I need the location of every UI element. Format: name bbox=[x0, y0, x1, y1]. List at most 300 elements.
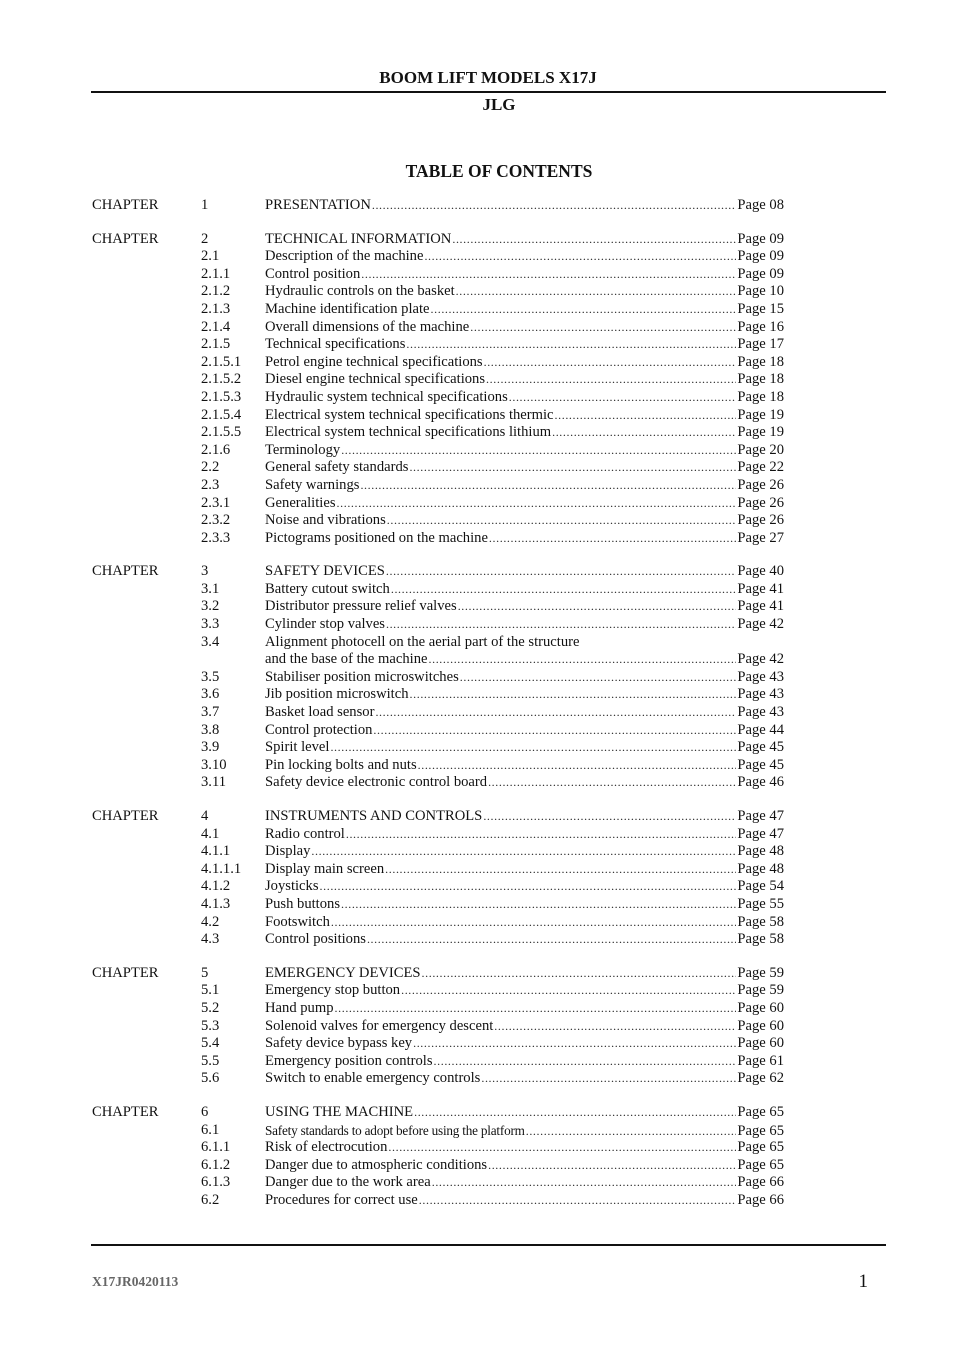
toc-heading: TABLE OF CONTENTS bbox=[405, 161, 593, 181]
page-reference: Page 41 bbox=[737, 580, 784, 597]
entry-line bbox=[265, 739, 784, 757]
entry-line bbox=[265, 757, 784, 775]
section-number: 5.4 bbox=[201, 1035, 220, 1052]
toc-entry[interactable] bbox=[92, 651, 784, 669]
page-reference: Page 44 bbox=[737, 721, 784, 738]
section-title: Noise and vibrations bbox=[265, 512, 386, 529]
entry-line bbox=[265, 563, 784, 581]
toc-entry[interactable] bbox=[92, 1192, 784, 1210]
toc-entry[interactable] bbox=[92, 1122, 784, 1140]
toc-entry[interactable] bbox=[92, 354, 784, 372]
page-reference: Page 45 bbox=[737, 739, 784, 756]
section-title: General safety standards bbox=[265, 459, 409, 476]
section-title: Petrol engine technical specifications bbox=[265, 353, 483, 370]
toc-entry[interactable] bbox=[92, 495, 784, 513]
toc-entry[interactable] bbox=[92, 530, 784, 548]
dot-leader bbox=[320, 878, 737, 896]
section-number: 4.1.3 bbox=[201, 895, 231, 912]
entry-line bbox=[265, 1000, 784, 1018]
toc-entry[interactable] bbox=[92, 1104, 784, 1122]
entry-line bbox=[265, 965, 784, 983]
entry-line bbox=[265, 371, 784, 389]
section-number: 4.1 bbox=[201, 825, 220, 842]
entry-line bbox=[265, 808, 784, 826]
entry-line bbox=[265, 197, 784, 215]
page-reference: Page 54 bbox=[737, 878, 784, 895]
entry-line bbox=[265, 843, 784, 861]
chapter-label: CHAPTER bbox=[92, 563, 159, 580]
toc-chapter bbox=[92, 563, 784, 792]
section-title: Emergency position controls bbox=[265, 1052, 433, 1069]
dot-leader bbox=[489, 530, 736, 548]
page-reference: Page 18 bbox=[737, 371, 784, 388]
toc-entry[interactable] bbox=[92, 826, 784, 844]
section-title: Risk of electrocution bbox=[265, 1139, 388, 1156]
entry-line bbox=[265, 896, 784, 914]
toc-entry[interactable] bbox=[92, 283, 784, 301]
page-reference: Page 65 bbox=[737, 1103, 784, 1120]
toc-entry[interactable] bbox=[92, 878, 784, 896]
section-number: 2.1.5.5 bbox=[201, 424, 242, 441]
page-reference: Page 59 bbox=[737, 982, 784, 999]
section-title: Generalities bbox=[265, 494, 336, 511]
document-code: X17JR0420113 bbox=[92, 1274, 179, 1289]
entry-line bbox=[265, 1053, 784, 1071]
section-number: 5 bbox=[201, 964, 209, 981]
dot-leader bbox=[360, 477, 736, 495]
section-title: Safety standards to adopt before using the platform bbox=[265, 1122, 525, 1138]
entry-line bbox=[265, 1104, 784, 1122]
section-number: 3.4 bbox=[201, 633, 220, 650]
entry-line bbox=[265, 459, 784, 477]
section-number: 3.6 bbox=[201, 686, 220, 703]
toc-entry[interactable] bbox=[92, 1070, 784, 1088]
section-title: Hand pump bbox=[265, 999, 334, 1016]
section-title: Procedures for correct use bbox=[265, 1191, 418, 1208]
section-number: 3.2 bbox=[201, 598, 220, 615]
page-reference: Page 20 bbox=[737, 441, 784, 458]
dot-leader bbox=[331, 914, 737, 932]
toc-entry[interactable] bbox=[92, 739, 784, 757]
toc-entry[interactable] bbox=[92, 704, 784, 722]
dot-leader bbox=[422, 965, 737, 983]
toc-entry[interactable] bbox=[92, 197, 784, 215]
toc-entry[interactable] bbox=[92, 424, 784, 442]
page-reference: Page 42 bbox=[737, 616, 784, 633]
toc-chapter bbox=[92, 808, 784, 949]
section-number: 2.3.2 bbox=[201, 512, 231, 529]
chapter-label: CHAPTER bbox=[92, 964, 159, 981]
toc-entry[interactable] bbox=[92, 581, 784, 599]
toc-entry[interactable] bbox=[92, 965, 784, 983]
section-number: 4.1.2 bbox=[201, 878, 231, 895]
section-title: Footswitch bbox=[265, 913, 330, 930]
entry-line bbox=[265, 616, 784, 634]
page-reference: Page 08 bbox=[737, 197, 784, 213]
toc-entry[interactable] bbox=[92, 477, 784, 495]
entry-line bbox=[265, 407, 784, 425]
page-reference: Page 09 bbox=[737, 230, 784, 247]
section-number: 3.7 bbox=[201, 704, 220, 721]
section-title: Diesel engine technical specifications bbox=[265, 371, 486, 388]
toc-chapter bbox=[92, 1104, 784, 1210]
chapter-label: CHAPTER bbox=[92, 230, 159, 247]
toc-entry[interactable] bbox=[92, 512, 784, 530]
page-reference: Page 41 bbox=[737, 598, 784, 615]
toc-entry[interactable] bbox=[92, 301, 784, 319]
section-title: Cylinder stop valves bbox=[265, 616, 385, 633]
section-number: 5.2 bbox=[201, 999, 220, 1016]
dot-leader bbox=[470, 319, 736, 337]
entry-line bbox=[265, 442, 784, 460]
entry-line bbox=[265, 336, 784, 354]
page-reference: Page 48 bbox=[737, 860, 784, 877]
toc-entry[interactable] bbox=[92, 266, 784, 284]
toc-entry[interactable] bbox=[92, 982, 784, 1000]
section-number: 4.1.1 bbox=[201, 843, 231, 860]
section-title: Safety device electronic control board bbox=[265, 774, 488, 791]
dot-leader bbox=[388, 1139, 736, 1157]
section-number: 4.2 bbox=[201, 913, 220, 930]
section-number: 2.2 bbox=[201, 459, 220, 476]
section-title: Push buttons bbox=[265, 895, 341, 912]
section-title: Stabiliser position microswitches bbox=[265, 668, 459, 685]
toc-entry[interactable] bbox=[92, 563, 784, 581]
section-title: Distributor pressure relief valves bbox=[265, 598, 457, 615]
section-title: Hydraulic system technical specifications bbox=[265, 388, 508, 405]
dot-leader bbox=[484, 354, 737, 372]
page-reference: Page 61 bbox=[737, 1052, 784, 1069]
toc-entry[interactable] bbox=[92, 459, 784, 477]
entry-line bbox=[265, 477, 784, 495]
page-reference: Page 18 bbox=[737, 388, 784, 405]
section-title: Technical specifications bbox=[265, 336, 406, 353]
section-number: 2.1.5.1 bbox=[201, 353, 242, 370]
section-title: Display main screen bbox=[265, 860, 385, 877]
section-number: 3.11 bbox=[201, 774, 226, 791]
dot-leader bbox=[385, 861, 736, 879]
section-number: 6.1.2 bbox=[201, 1156, 231, 1173]
page-reference: Page 65 bbox=[737, 1156, 784, 1173]
section-title: Electrical system technical specifications thermic bbox=[265, 406, 554, 423]
page-reference: Page 62 bbox=[737, 1070, 784, 1087]
section-number: 2.3.1 bbox=[201, 494, 231, 511]
page-reference: Page 09 bbox=[737, 248, 784, 265]
section-title: Hydraulic controls on the basket bbox=[265, 283, 455, 300]
toc-entry[interactable] bbox=[92, 669, 784, 687]
section-title: Pictograms positioned on the machine bbox=[265, 529, 488, 546]
toc-entry[interactable] bbox=[92, 1035, 784, 1053]
entry-line bbox=[265, 1157, 784, 1175]
section-number: 5.6 bbox=[201, 1070, 220, 1087]
section-title: Pin locking bolts and nuts bbox=[265, 756, 417, 773]
page-reference: Page 47 bbox=[737, 808, 784, 824]
section-number: 2.1.5.3 bbox=[201, 388, 242, 405]
page-reference: Page 09 bbox=[737, 265, 784, 282]
entry-line bbox=[265, 1174, 784, 1192]
section-title: Safety device bypass key bbox=[265, 1035, 413, 1052]
page-reference: Page 60 bbox=[737, 1017, 784, 1034]
dot-leader bbox=[555, 407, 737, 425]
dot-leader bbox=[311, 843, 736, 861]
section-number: 6.1.1 bbox=[201, 1139, 231, 1156]
dot-leader bbox=[401, 982, 736, 1000]
toc-entry[interactable] bbox=[92, 336, 784, 354]
dot-leader bbox=[387, 512, 737, 530]
page-reference: Page 22 bbox=[737, 459, 784, 476]
section-title: Battery cutout switch bbox=[265, 580, 390, 597]
section-number: 3.5 bbox=[201, 668, 220, 685]
section-title: Jib position microswitch bbox=[265, 686, 409, 703]
toc-entry[interactable] bbox=[92, 231, 784, 249]
dot-leader bbox=[452, 231, 736, 249]
dot-leader bbox=[481, 1070, 736, 1088]
document-header bbox=[0, 67, 954, 89]
toc-entry[interactable] bbox=[92, 808, 784, 826]
dot-leader bbox=[488, 774, 736, 792]
dot-leader bbox=[413, 1035, 736, 1053]
page-reference: Page 17 bbox=[737, 336, 784, 353]
page-reference: Page 45 bbox=[737, 756, 784, 773]
section-number: 3.8 bbox=[201, 721, 220, 738]
dot-leader bbox=[460, 669, 737, 687]
toc-chapter bbox=[92, 197, 784, 215]
toc-entry[interactable] bbox=[92, 1053, 784, 1071]
toc-entry[interactable] bbox=[92, 774, 784, 792]
section-number: 2.1.5.2 bbox=[201, 371, 242, 388]
page-reference: Page 66 bbox=[737, 1191, 784, 1208]
page-reference: Page 55 bbox=[737, 895, 784, 912]
dot-leader bbox=[330, 739, 736, 757]
section-number: 3.10 bbox=[201, 756, 227, 773]
page-reference: Page 26 bbox=[737, 476, 784, 493]
section-number: 4.1.1.1 bbox=[201, 860, 242, 877]
entry-line bbox=[265, 266, 784, 284]
dot-leader bbox=[431, 301, 737, 319]
table-of-contents bbox=[92, 197, 784, 1225]
dot-leader bbox=[419, 1192, 737, 1210]
entry-line bbox=[265, 982, 784, 1000]
section-title: Control position bbox=[265, 265, 361, 282]
section-number: 5.5 bbox=[201, 1052, 220, 1069]
dot-leader bbox=[432, 1174, 737, 1192]
entry-line bbox=[265, 354, 784, 372]
entry-line bbox=[265, 319, 784, 337]
dot-leader bbox=[456, 283, 737, 301]
chapter-label: CHAPTER bbox=[92, 197, 159, 213]
page-reference: Page 26 bbox=[737, 512, 784, 529]
dot-leader bbox=[509, 389, 737, 407]
section-title: TECHNICAL INFORMATION bbox=[265, 230, 452, 247]
section-title: Control positions bbox=[265, 931, 366, 948]
page-reference: Page 65 bbox=[737, 1122, 784, 1139]
toc-entry[interactable] bbox=[92, 407, 784, 425]
dot-leader bbox=[434, 1053, 737, 1071]
section-title: Terminology bbox=[265, 441, 341, 458]
section-title: Control protection bbox=[265, 721, 373, 738]
entry-line bbox=[265, 301, 784, 319]
entry-line bbox=[265, 512, 784, 530]
toc-entry[interactable] bbox=[92, 598, 784, 616]
page-reference: Page 26 bbox=[737, 494, 784, 511]
section-title: Basket load sensor bbox=[265, 704, 375, 721]
toc-entry[interactable] bbox=[92, 1157, 784, 1175]
toc-chapter bbox=[92, 231, 784, 548]
section-number: 2.1.2 bbox=[201, 283, 231, 300]
page-reference: Page 60 bbox=[737, 999, 784, 1016]
toc-entry[interactable] bbox=[92, 389, 784, 407]
section-title: Radio control bbox=[265, 825, 345, 842]
section-title: EMERGENCY DEVICES bbox=[265, 964, 421, 981]
dot-leader bbox=[458, 598, 737, 616]
page-reference: Page 48 bbox=[737, 843, 784, 860]
entry-line bbox=[265, 1070, 784, 1088]
page-reference: Page 40 bbox=[737, 563, 784, 580]
toc-entry[interactable] bbox=[92, 1139, 784, 1157]
entry-line bbox=[265, 704, 784, 722]
entry-line bbox=[265, 722, 784, 740]
page-reference: Page 47 bbox=[737, 825, 784, 842]
toc-entry[interactable] bbox=[92, 634, 784, 652]
toc-entry[interactable] bbox=[92, 1000, 784, 1018]
page-reference: Page 43 bbox=[737, 686, 784, 703]
toc-entry[interactable] bbox=[92, 861, 784, 879]
dot-leader bbox=[424, 248, 736, 266]
section-title: Machine identification plate bbox=[265, 300, 430, 317]
section-number: 2.1.4 bbox=[201, 318, 231, 335]
toc-entry[interactable] bbox=[92, 1174, 784, 1192]
toc-entry[interactable] bbox=[92, 319, 784, 337]
entry-line bbox=[265, 914, 784, 932]
dot-leader bbox=[429, 651, 737, 669]
toc-entry[interactable] bbox=[92, 843, 784, 861]
toc-entry[interactable] bbox=[92, 757, 784, 775]
entry-line bbox=[265, 248, 784, 266]
page-reference: Page 18 bbox=[737, 353, 784, 370]
dot-leader bbox=[367, 931, 736, 949]
entry-line bbox=[265, 1192, 784, 1210]
section-title: USING THE MACHINE bbox=[265, 1103, 414, 1120]
page-reference: Page 58 bbox=[737, 913, 784, 930]
section-title: Solenoid valves for emergency descent bbox=[265, 1017, 494, 1034]
page-reference: Page 58 bbox=[737, 931, 784, 948]
toc-entry[interactable] bbox=[92, 931, 784, 949]
toc-entry[interactable] bbox=[92, 1018, 784, 1036]
section-title: SAFETY DEVICES bbox=[265, 563, 385, 580]
entry-line bbox=[265, 530, 784, 548]
entry-line bbox=[265, 424, 784, 442]
page-reference: Page 43 bbox=[737, 704, 784, 721]
entry-line bbox=[265, 686, 784, 704]
entry-line bbox=[265, 1122, 784, 1141]
toc-entry[interactable] bbox=[92, 914, 784, 932]
entry-line bbox=[265, 598, 784, 616]
page-reference: Page 19 bbox=[737, 406, 784, 423]
dot-leader bbox=[406, 336, 736, 354]
brand-name: JLG bbox=[482, 95, 516, 114]
dot-leader bbox=[486, 371, 736, 389]
section-number: 5.3 bbox=[201, 1017, 220, 1034]
section-number: 2.3 bbox=[201, 476, 220, 493]
section-number: 6.1.3 bbox=[201, 1174, 231, 1191]
entry-line bbox=[265, 1035, 784, 1053]
entry-line bbox=[265, 1139, 784, 1157]
section-title: Display bbox=[265, 843, 311, 860]
section-number: 6.1 bbox=[201, 1121, 220, 1138]
toc-entry[interactable] bbox=[92, 686, 784, 704]
chapter-label: CHAPTER bbox=[92, 808, 159, 824]
dot-leader bbox=[375, 704, 736, 722]
entry-line bbox=[265, 1018, 784, 1036]
document-title: BOOM LIFT MODELS X17J bbox=[379, 68, 597, 87]
dot-leader bbox=[346, 826, 737, 844]
dot-leader bbox=[372, 197, 737, 215]
page-reference: Page 15 bbox=[737, 300, 784, 317]
dot-leader bbox=[488, 1157, 736, 1175]
section-title: Joysticks bbox=[265, 878, 319, 895]
page-reference: Page 10 bbox=[737, 283, 784, 300]
dot-leader bbox=[361, 266, 736, 284]
dot-leader bbox=[391, 581, 737, 599]
section-number: 2.3.3 bbox=[201, 529, 231, 546]
entry-line bbox=[265, 774, 784, 792]
section-number: 2.1.5.4 bbox=[201, 406, 242, 423]
section-title: and the base of the machine bbox=[265, 651, 428, 668]
section-title: Emergency stop button bbox=[265, 982, 401, 999]
dot-leader bbox=[337, 495, 737, 513]
entry-line bbox=[265, 581, 784, 599]
section-title: Danger due to atmospheric conditions bbox=[265, 1156, 488, 1173]
footer-divider bbox=[91, 1244, 886, 1246]
toc-entry[interactable] bbox=[92, 616, 784, 634]
section-number: 3.9 bbox=[201, 739, 220, 756]
page-reference: Page 65 bbox=[737, 1139, 784, 1156]
header-divider bbox=[91, 91, 886, 93]
dot-leader bbox=[386, 563, 737, 581]
section-number: 2.1.5 bbox=[201, 336, 231, 353]
toc-entry[interactable] bbox=[92, 722, 784, 740]
entry-line bbox=[265, 651, 784, 669]
section-number: 3.1 bbox=[201, 580, 220, 597]
dot-leader bbox=[418, 757, 737, 775]
section-title: Alignment photocell on the aerial part of the structure bbox=[265, 633, 580, 650]
toc-entry[interactable] bbox=[92, 248, 784, 266]
section-title: PRESENTATION bbox=[265, 197, 371, 213]
entry-line bbox=[265, 634, 784, 652]
section-number: 2.1.1 bbox=[201, 265, 231, 282]
section-title: Safety warnings bbox=[265, 476, 360, 493]
section-number: 2.1.6 bbox=[201, 441, 231, 458]
section-number: 3.3 bbox=[201, 616, 220, 633]
section-number: 2 bbox=[201, 230, 209, 247]
dot-leader bbox=[552, 424, 736, 442]
section-title: Overall dimensions of the machine bbox=[265, 318, 470, 335]
toc-entry[interactable] bbox=[92, 371, 784, 389]
toc-entry[interactable] bbox=[92, 442, 784, 460]
section-number: 1 bbox=[201, 197, 209, 213]
page-reference: Page 43 bbox=[737, 668, 784, 685]
entry-line bbox=[265, 495, 784, 513]
section-title: Description of the machine bbox=[265, 248, 424, 265]
section-number: 6.2 bbox=[201, 1191, 220, 1208]
entry-line bbox=[265, 283, 784, 301]
section-title: Spirit level bbox=[265, 739, 330, 756]
entry-line bbox=[265, 669, 784, 687]
dot-leader bbox=[526, 1123, 737, 1141]
toc-entry[interactable] bbox=[92, 896, 784, 914]
section-number: 3 bbox=[201, 563, 209, 580]
dot-leader bbox=[409, 459, 736, 477]
